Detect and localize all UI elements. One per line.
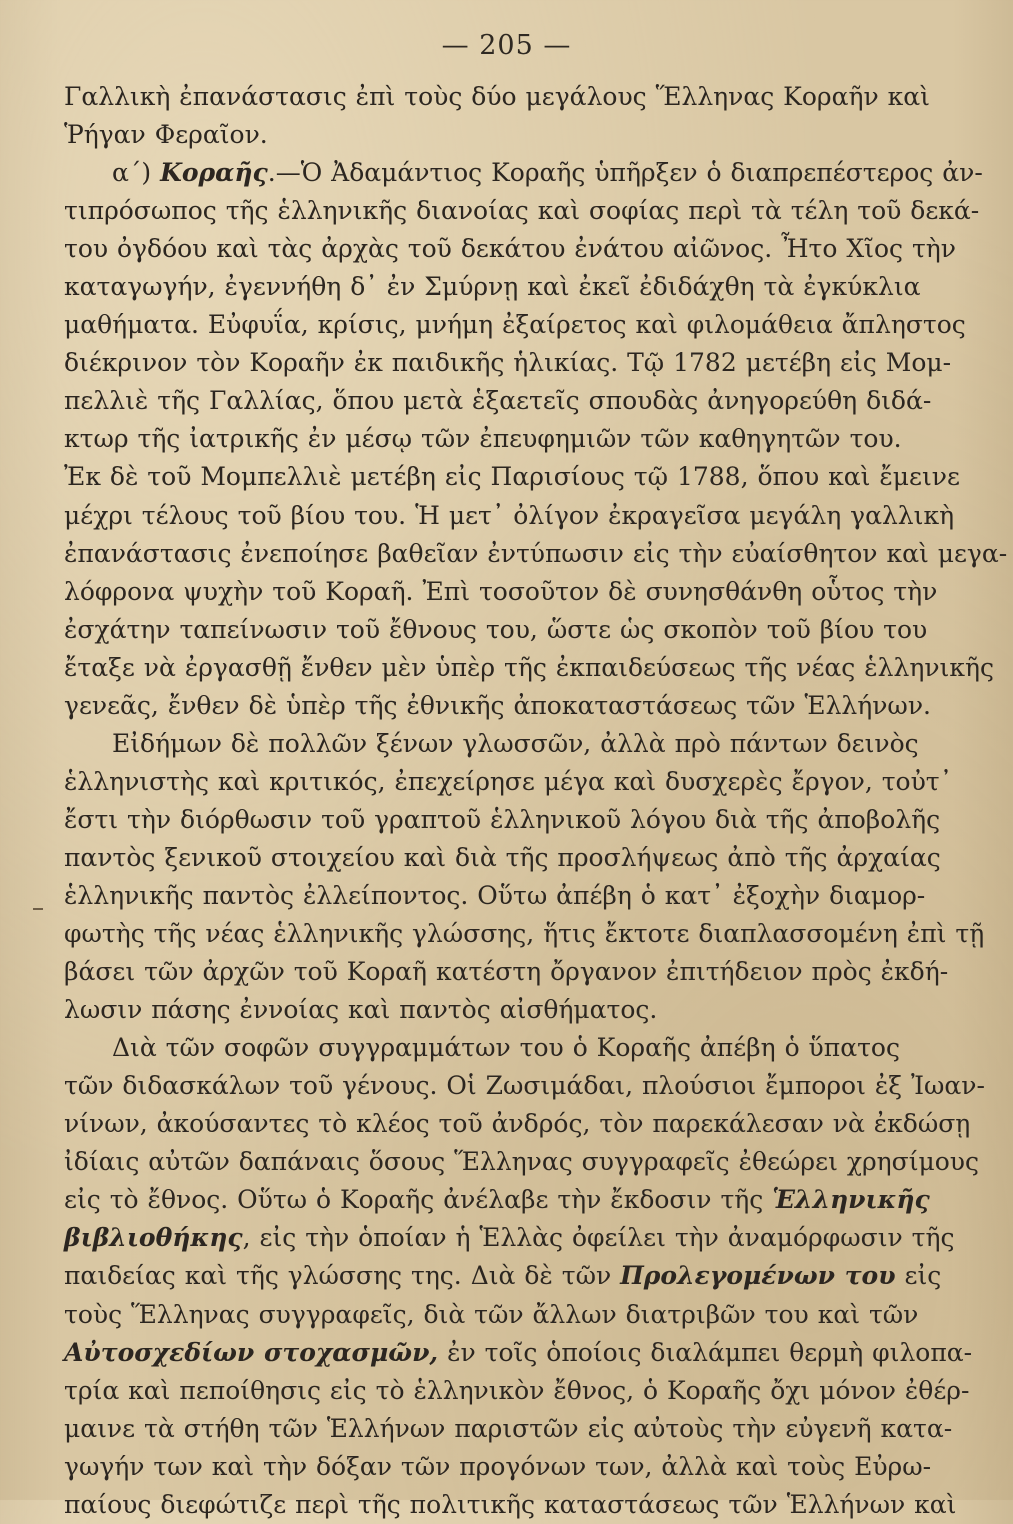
text-line xyxy=(64,420,902,458)
text-run: λόφρονα ψυχὴν τοῦ Κοραῆ. Ἐπὶ τοσοῦτον δὲ συνησθάνθη οὗτος τὴν xyxy=(64,576,938,606)
text-line xyxy=(64,1410,953,1448)
margin-mark xyxy=(33,908,43,910)
text-line xyxy=(64,1257,942,1295)
text-run: γωγήν των καὶ τὴν δόξαν τῶν προγόνων των, ἀλλὰ καὶ τοὺς Εὐρω- xyxy=(64,1451,932,1481)
text-line xyxy=(64,1143,980,1181)
emphasized-text: Κοραῆς xyxy=(160,158,268,188)
text-line xyxy=(64,1219,955,1257)
text-line xyxy=(64,268,921,306)
text-run: μέχρι τέλους τοῦ βίου του. Ἡ μετ᾽ ὀλίγον ἐκραγεῖσα μεγάλη γαλλικὴ xyxy=(64,500,955,530)
emphasized-text: βιβλιοθήκης xyxy=(64,1223,243,1253)
text-run: φωτὴς τῆς νέας ἑλληνικῆς γλώσσης, ἥτις ἔκτοτε διαπλασσομένη ἐπὶ τῇ xyxy=(64,919,985,949)
text-line xyxy=(64,915,985,953)
text-line xyxy=(64,1029,900,1067)
text-run: τοὺς Ἕλληνας συγγραφεῖς, διὰ τῶν ἄλλων διατριβῶν του καὶ τῶν xyxy=(64,1299,919,1329)
text-run: Ῥήγαν Φεραῖον. xyxy=(64,120,268,150)
text-run: τρία καὶ πεποίθησις εἰς τὸ ἑλληνικὸν ἔθνος, ὁ Κοραῆς ὄχι μόνον ἐθέρ- xyxy=(64,1375,970,1405)
text-run: ἑλληνιστὴς καὶ κριτικός, ἐπεχείρησε μέγα καὶ δυσχερὲς ἔργον, τοὐτ᾽ xyxy=(64,766,953,796)
text-run: Διὰ τῶν σοφῶν συγγραμμάτων του ὁ Κοραῆς ἀπέβη ὁ ὕπατος xyxy=(112,1033,900,1063)
text-run: εἰς xyxy=(895,1261,942,1291)
emphasized-text: Αὐτοσχεδίων στοχασμῶν, xyxy=(64,1337,439,1367)
text-line xyxy=(64,839,941,877)
text-line xyxy=(64,649,994,687)
text-run: του ὀγδόου καὶ τὰς ἀρχὰς τοῦ δεκάτου ἐνάτου αἰῶνος. Ἦτο Χῖος τὴν xyxy=(64,234,956,264)
text-line xyxy=(64,801,941,839)
text-line xyxy=(64,535,1008,573)
emphasized-text: Ἑλληνικῆς xyxy=(772,1185,930,1215)
text-run: ἔστι τὴν διόρθωσιν τοῦ γραπτοῦ ἑλληνικοῦ λόγου διὰ τῆς ἀποβολῆς xyxy=(64,804,941,834)
text-run: μαθήματα. Εὐφυΐα, κρίσις, μνήμη ἐξαίρετος καὶ φιλομάθεια ἄπληστος xyxy=(64,310,966,340)
text-run: ἰδίαις αὐτῶν δαπάναις ὅσους Ἕλληνας συγγραφεῖς ἐθεώρει χρησίμους xyxy=(64,1147,980,1177)
text-line xyxy=(64,192,980,230)
text-line xyxy=(64,725,919,763)
text-line xyxy=(64,687,931,725)
text-line xyxy=(64,877,926,915)
text-line xyxy=(64,116,888,154)
text-run: , εἰς τὴν ὁποίαν ἡ Ἑλλὰς ὀφείλει τὴν ἀναμόρφωσιν τῆς xyxy=(242,1223,955,1253)
text-run: Ἐκ δὲ τοῦ Μομπελλιὲ μετέβη εἰς Παρισίους τῷ 1788, ὅπου καὶ ἔμεινε xyxy=(64,462,960,492)
text-line xyxy=(64,344,952,382)
text-line xyxy=(64,1067,985,1105)
text-line xyxy=(64,78,930,116)
text-run: τιπρόσωπος τῆς ἑλληνικῆς διανοίας καὶ σοφίας περὶ τὰ τέλη τοῦ δεκά- xyxy=(64,196,980,226)
text-run: ἐπανάστασις ἐνεποίησε βαθεῖαν ἐντύπωσιν εἰς τὴν εὐαίσθητον καὶ μεγα- xyxy=(64,538,1008,568)
text-run: πελλιὲ τῆς Γαλλίας, ὅπου μετὰ ἑξαετεῖς σπουδὰς ἀνηγορεύθη διδά- xyxy=(64,386,932,416)
text-line xyxy=(64,306,966,344)
text-line xyxy=(64,1486,957,1524)
text-run: α΄) xyxy=(112,158,161,188)
text-line xyxy=(64,1448,932,1486)
text-line xyxy=(64,1334,973,1372)
text-run: Γαλλικὴ ἐπανάστασις ἐπὶ τοὺς δύο μεγάλους Ἕλληνας Κοραῆν καὶ xyxy=(64,82,930,111)
text-run: γενεᾶς, ἔνθεν δὲ ὑπὲρ τῆς ἐθνικῆς ἀποκαταστάσεως τῶν Ἑλλήνων. xyxy=(64,690,931,720)
text-run: ἑλληνικῆς παντὸς ἐλλείποντος. Οὕτω ἀπέβη ὁ κατ᾽ ἐξοχὴν διαμορ- xyxy=(64,880,926,910)
text-run: παντὸς ξενικοῦ στοιχείου καὶ διὰ τῆς προσλήψεως ἀπὸ τῆς ἀρχαίας xyxy=(64,842,941,872)
text-line xyxy=(64,1372,970,1410)
text-run: καταγωγήν, ἐγεννήθη δ᾽ ἐν Σμύρνῃ καὶ ἐκεῖ ἐδιδάχθη τὰ ἐγκύκλια xyxy=(64,272,921,302)
text-run: εἰς τὸ ἔθνος. Οὕτω ὁ Κοραῆς ἀνέλαβε τὴν ἔκδοσιν τῆς xyxy=(64,1185,773,1215)
text-line xyxy=(64,763,953,801)
text-line xyxy=(64,154,983,192)
text-line xyxy=(64,573,938,611)
text-run: ἐν τοῖς ὁποίοις διαλάμπει θερμὴ φιλοπα- xyxy=(438,1337,973,1367)
text-line xyxy=(64,382,932,420)
text-line xyxy=(64,458,960,496)
text-run: διέκρινον τὸν Κοραῆν ἐκ παιδικῆς ἡλικίας. Τῷ 1782 μετέβη εἰς Μομ- xyxy=(64,348,952,378)
text-run: κτωρ τῆς ἰατρικῆς ἐν μέσῳ τῶν ἐπευφημιῶν τῶν καθηγητῶν του. xyxy=(64,424,902,454)
text-run: ἐσχάτην ταπείνωσιν τοῦ ἔθνους του, ὥστε ὡς σκοπὸν τοῦ βίου του xyxy=(64,614,928,644)
text-line xyxy=(64,611,928,649)
text-run: τῶν διδασκάλων τοῦ γένους. Οἱ Ζωσιμάδαι, πλούσιοι ἔμποροι ἐξ Ἰωαν- xyxy=(64,1071,985,1101)
text-line xyxy=(64,1105,971,1143)
body-text xyxy=(64,78,1008,1524)
text-run: Εἰδήμων δὲ πολλῶν ξένων γλωσσῶν, ἀλλὰ πρὸ πάντων δεινὸς xyxy=(112,728,919,758)
text-line xyxy=(64,230,956,268)
text-line xyxy=(64,991,888,1029)
page-number: — 205 — xyxy=(441,30,572,61)
text-run: .—Ὁ Ἀδαμάντιος Κοραῆς ὑπῆρξεν ὁ διαπρεπέστερος ἀν- xyxy=(267,158,983,188)
text-run: παίους διεφώτιζε περὶ τῆς πολιτικῆς καταστάσεως τῶν Ἑλλήνων καὶ xyxy=(64,1489,957,1519)
text-run: λωσιν πάσης ἐννοίας καὶ παντὸς αἰσθήματος. xyxy=(64,995,658,1025)
text-run: ἔταξε νὰ ἐργασθῇ ἔνθεν μὲν ὑπὲρ τῆς ἐκπαιδεύσεως τῆς νέας ἑλληνικῆς xyxy=(64,652,994,682)
text-line xyxy=(64,953,949,991)
text-line xyxy=(64,497,955,535)
text-run: νίνων, ἀκούσαντες τὸ κλέος τοῦ ἀνδρός, τὸν παρεκάλεσαν νὰ ἐκδώσῃ xyxy=(64,1109,971,1139)
text-line xyxy=(64,1296,919,1334)
text-run: μαινε τὰ στήθη τῶν Ἑλλήνων παριστῶν εἰς αὐτοὺς τὴν εὐγενῆ κατα- xyxy=(64,1413,953,1443)
text-line xyxy=(64,1181,930,1219)
text-run: παιδείας καὶ τῆς γλώσσης της. Διὰ δὲ τῶν xyxy=(64,1261,621,1291)
text-run: βάσει τῶν ἀρχῶν τοῦ Κοραῆ κατέστη ὄργανον ἐπιτήδειον πρὸς ἐκδή- xyxy=(64,957,949,987)
emphasized-text: Προλεγομένων του xyxy=(620,1261,896,1291)
